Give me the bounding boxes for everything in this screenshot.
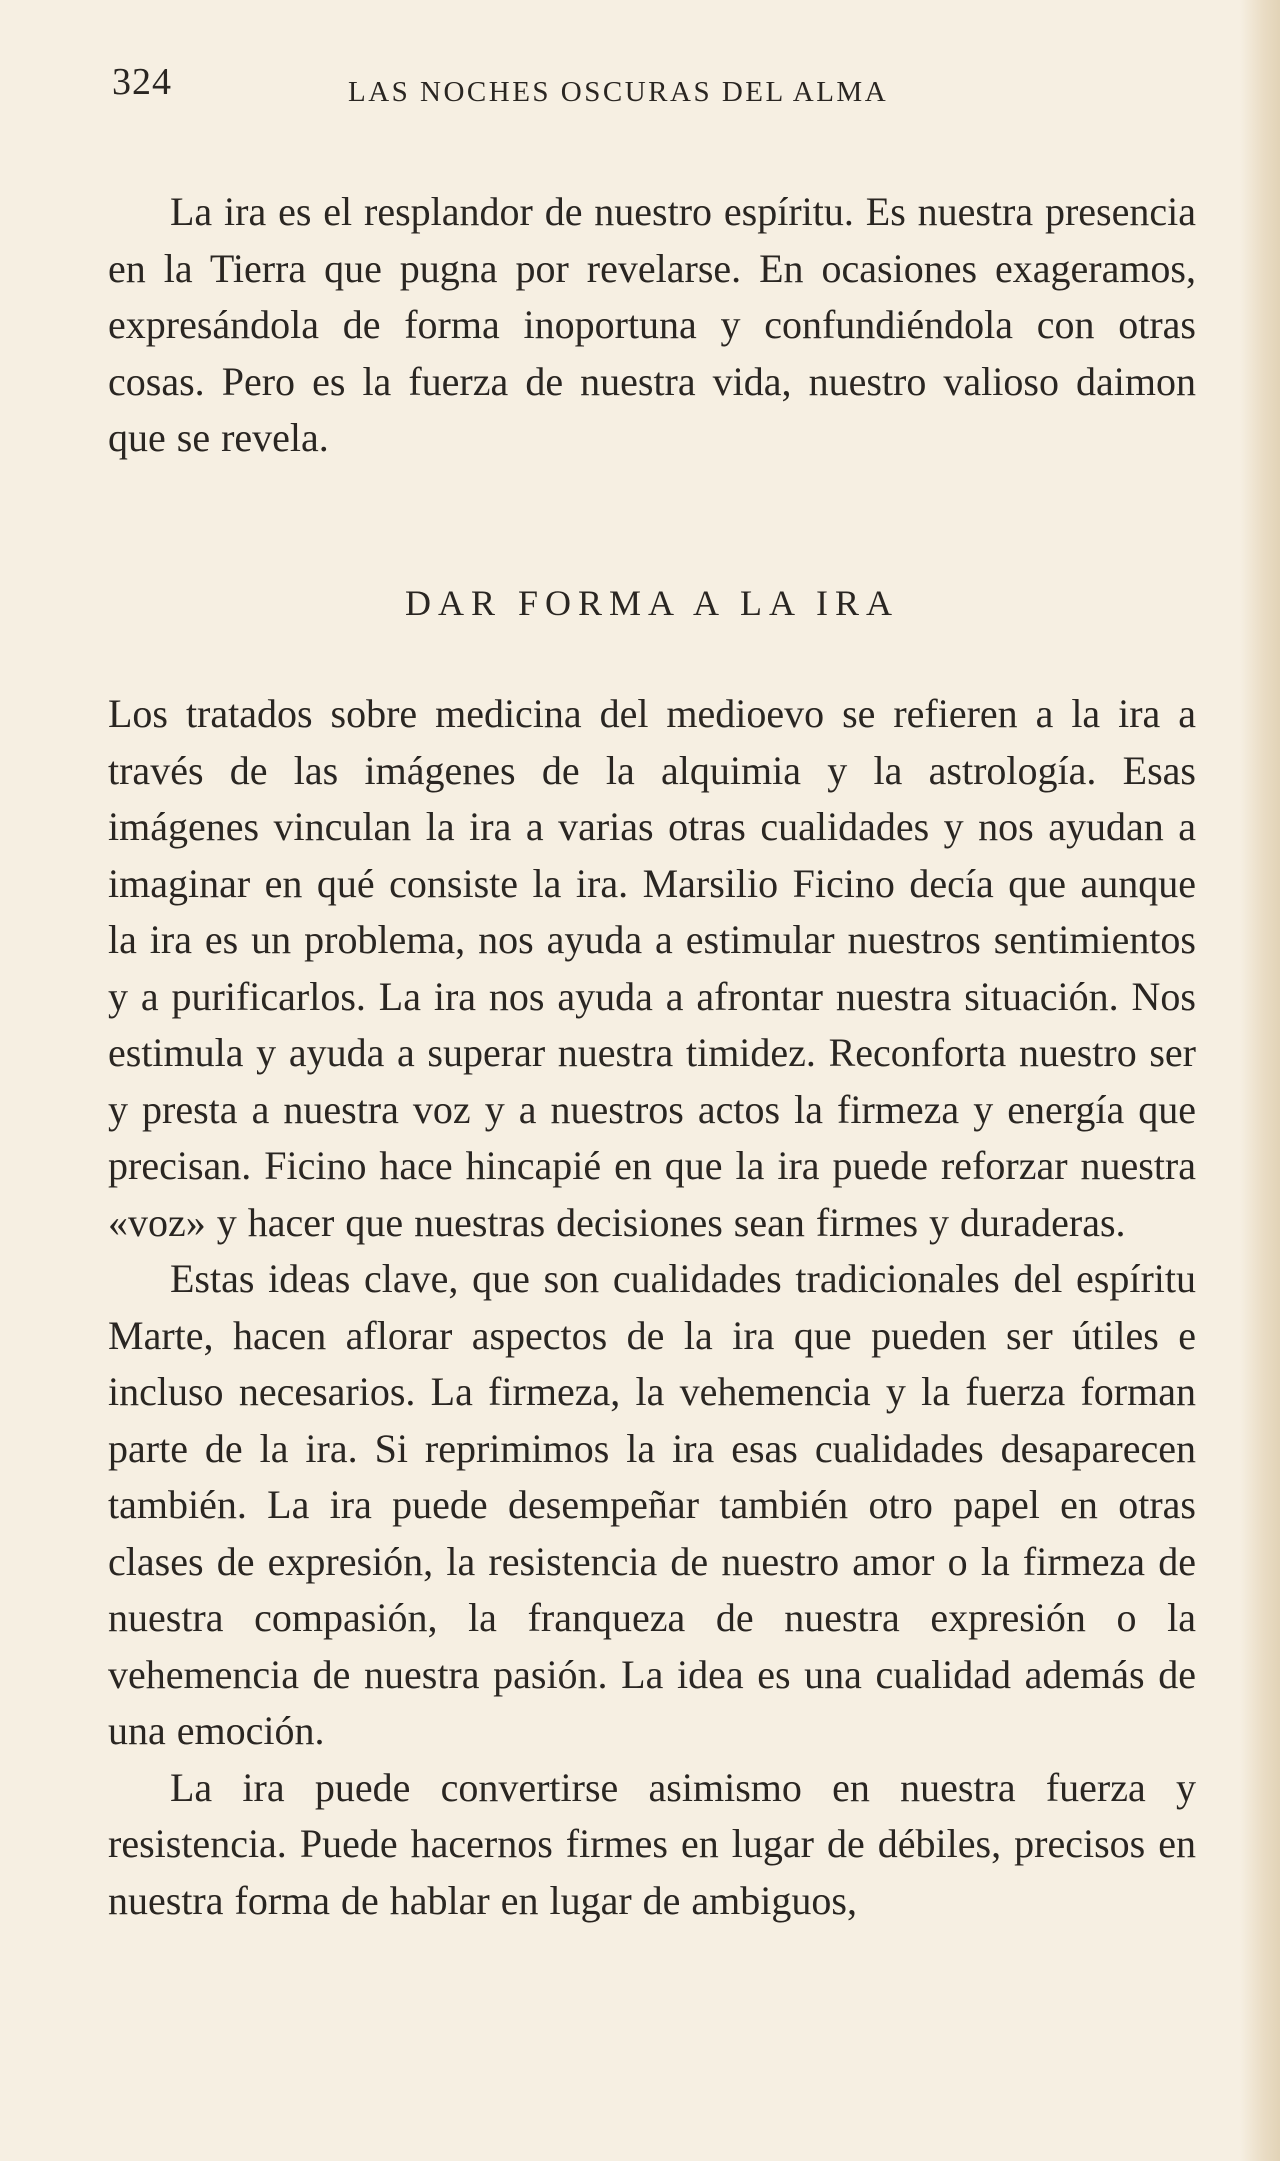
section-text bbox=[108, 686, 1196, 1929]
paragraph: La ira puede convertirse asimismo en nuestra fuerza y resistencia. Puede hacernos firmes en lugar de débiles, precisos en nuestra forma de hablar en lugar de ambiguos, bbox=[108, 1764, 1196, 1923]
page-edge-shadow bbox=[1240, 0, 1280, 2161]
paragraph: Estas ideas clave, que son cualidades tradicionales del espíritu Marte, hacen aflorar aspectos de la ira que pueden ser útiles e incluso necesarios. La firmeza, la vehemencia y la fuerza forman parte de la ira. Si reprimimos la ira esas cualidades desaparecen también. La ira puede desempeñar también otro papel en otras clases de expresión, la resistencia de nuestro amor o la firmeza de nuestra compasión, la franqueza de nuestra expresión o la vehemencia de nuestra pasión. La idea es una cualidad además de una emoción. bbox=[108, 1256, 1196, 1753]
opening-text bbox=[108, 184, 1196, 467]
page-header bbox=[112, 60, 1192, 120]
section-heading: DAR FORMA A LA IRA bbox=[404, 583, 900, 623]
running-title: LAS NOCHES OSCURAS DEL ALMA bbox=[348, 76, 889, 108]
page-number: 324 bbox=[112, 61, 172, 103]
paragraph: Los tratados sobre medicina del medioevo se refieren a la ira a través de las imágenes de la alquimia y la astrología. Esas imágenes vinculan la ira a varias otras cualidades y nos ayudan a imaginar en qué consiste la ira. Marsilio Ficino decía que aunque la ira es un problema, nos ayuda a estimular nuestros sentimientos y a purificarlos. La ira nos ayuda a afrontar nuestra situación. Nos estimula y ayuda a superar nuestra timidez. Reconforta nuestro ser y presta a nuestra voz y a nuestros actos la firmeza y energía que precisan. Ficino hace hincapié en que la ira puede reforzar nuestra «voz» y hacer que nuestras decisiones sean firmes y duraderas. bbox=[108, 691, 1196, 1245]
paragraph: La ira es el resplandor de nuestro espíritu. Es nuestra presencia en la Tierra que pugna por revelarse. En ocasiones exageramos, expresándola de forma inoportuna y confundiéndola con otras cosas. Pero es la fuerza de nuestra vida, nuestro valioso daimon que se revela. bbox=[108, 189, 1196, 460]
